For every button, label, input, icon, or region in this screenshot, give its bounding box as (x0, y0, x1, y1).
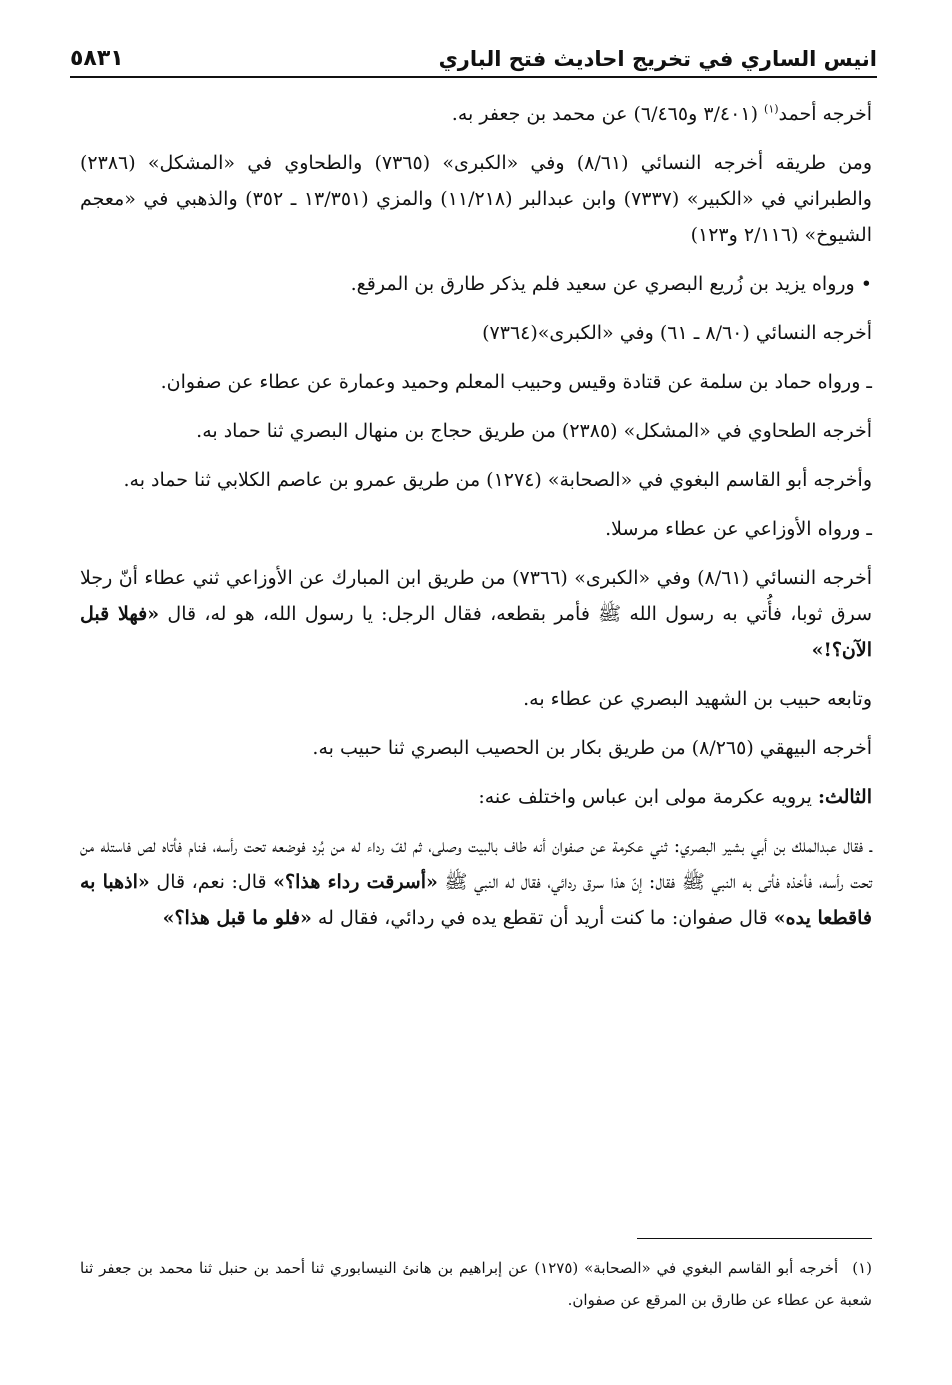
paragraph (80, 779, 872, 815)
bold-text: «اذهبا به فاقطعا يده» (80, 871, 872, 929)
text-segment: أخرجه النسائي (٨/٦٠ ـ ٦١) وفي «الكبرى»(٧٣٦٤) (482, 322, 872, 344)
paragraph (80, 413, 872, 449)
text-segment: وتابعه حبيب بن الشهيد البصري عن عطاء به. (523, 688, 872, 710)
text-segment: أخرجه البيهقي (٨/٢٦٥) من طريق بكار بن الحصيب البصري ثنا حبيب به. (312, 737, 872, 759)
footnote-rule (637, 1238, 872, 1239)
paragraph (80, 96, 872, 132)
footnote-marker: (١) (852, 1259, 872, 1277)
running-header (70, 38, 877, 74)
text-segment: وأخرجه أبو القاسم البغوي في «الصحابة» (١٢٧٤) من طريق عمرو بن عاصم الكلابي ثنا حماد به. (123, 469, 872, 491)
bold-text: «فلو ما قبل هذا؟» (162, 907, 312, 929)
paragraph (80, 560, 872, 668)
paragraph (80, 828, 872, 936)
paragraph (80, 145, 872, 253)
text-segment: أخرجه النسائي (٨/٦١) وفي «الكبرى» (٧٣٦٦) من طريق ابن المبارك عن الأوزاعي ثني عطاء أنّ رجلا سرق ثوبا، فأُتي به رسول الله ﷺ فأمر بقطعه، فقال الرجل: يا رسول الله، هو له، قال (80, 567, 873, 625)
text-segment: يرويه عكرمة مولى ابن عباس واختلف عنه: (478, 786, 818, 808)
bold-text: الثالث: (817, 786, 872, 808)
footnote (80, 1252, 872, 1316)
text-segment: ورواه يزيد بن زُريع البصري عن سعيد فلم يذكر طارق بن المرقع. (350, 273, 855, 295)
bullet-paragraph (80, 266, 872, 302)
text-segment: (٣/٤٠١ و٦/٤٦٥) عن محمد بن جعفر به. (451, 103, 765, 125)
paragraph (80, 462, 872, 498)
bold-text: «أسرقت رداء هذا؟» (273, 871, 438, 893)
paragraph (80, 730, 872, 766)
bold-text: «فهلا قبل الآن؟!» (80, 603, 872, 661)
paragraph (80, 364, 872, 400)
text-segment: ـ ورواه الأوزاعي عن عطاء مرسلا. (605, 518, 872, 540)
text-segment: قال: نعم، قال (149, 871, 274, 893)
main-text (80, 96, 872, 949)
text-segment: ومن طريقه أخرجه النسائي (٨/٦١) وفي «الكبرى» (٧٣٦٥) والطحاوي في «المشكل» (٢٣٨٦) والطبراني في «الكبير» (٧٣٣٧) وابن عبدالبر (١١/٢١٨) والمزي (١٣/٣٥١ ـ ٣٥٢) والذهبي في «معجم الشيوخ» (٢/١١٦ و١٢٣) (80, 152, 873, 246)
paragraph (80, 315, 872, 351)
footnote-reference: (١) (764, 102, 779, 116)
paragraph (80, 681, 872, 717)
text-segment: أخرجه الطحاوي في «المشكل» (٢٣٨٥) من طريق حجاج بن منهال البصري ثنا حماد به. (196, 420, 872, 442)
page-number: ٥٨٣١ (70, 46, 124, 71)
footnote-text: أخرجه أبو القاسم البغوي في «الصحابة» (١٢٧٥) عن إبراهيم بن هانئ النيسابوري ثنا أحمد بن حنبل ثنا محمد بن جعفر ثنا شعبة عن عطاء عن طارق بن المرقع عن صفوان. (80, 1259, 872, 1309)
text-segment: ـ ورواه حماد بن سلمة عن قتادة وقيس وحبيب المعلم وحميد وعمارة عن عطاء عن صفوان. (160, 371, 872, 393)
book-title: انيس الساري في تخريج احاديث فتح الباري (438, 47, 877, 71)
header-rule (70, 76, 877, 78)
text-segment: قال صفوان: ما كنت أريد أن تقطع يده في ردائي، فقال له (311, 907, 774, 929)
text-segment: أخرجه أحمد (778, 103, 872, 125)
text-segment: ـ فقال عبدالملك بن أبي بشير البصري: ثني عكرمة عن صفوان أنه طاف بالبيت وصلى، ثم لفّ رداء له من بُرد فوضعه تحت رأسه، فنام فأتاه لص فاستله من تحت رأسه، فأخذه فأتى به النبي ﷺ فقال: إنّ هذا سرق ردائي، فقال له النبي ﷺ (80, 835, 873, 893)
paragraph (80, 511, 872, 547)
